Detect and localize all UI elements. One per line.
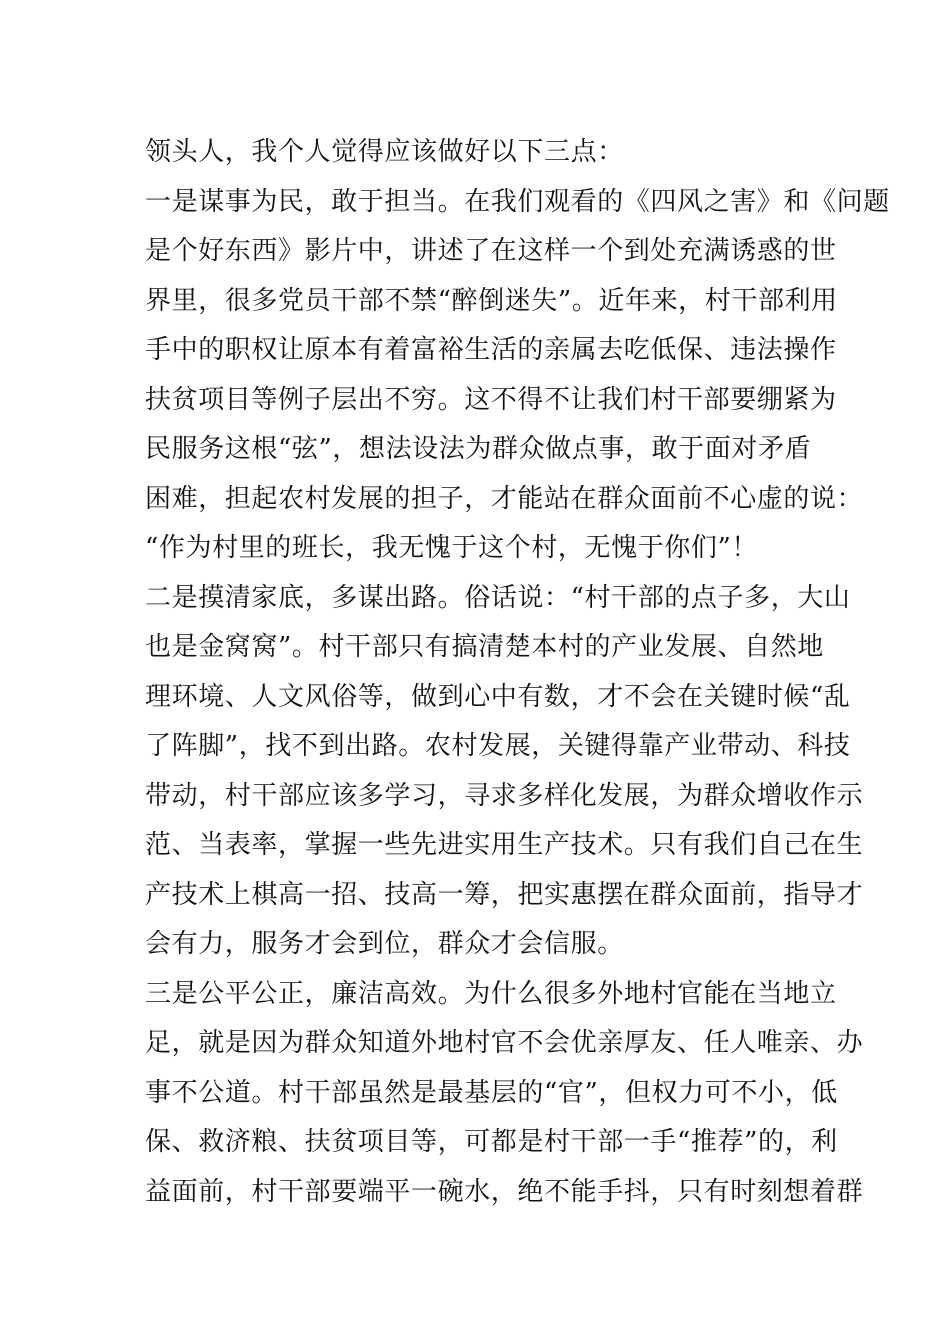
- body-text: [145, 128, 890, 1217]
- text-line: 手中的职权让原本有着富裕生活的亲属去吃低保、违法操作: [145, 335, 837, 365]
- text-line: 三是公平公正，廉洁高效。为什么很多外地村官能在当地立: [145, 978, 837, 1009]
- text-line: 是个好东西》影片中，讲述了在这样一个到处充满诱惑的世: [145, 236, 837, 266]
- text-line: 界里，很多党员干部不禁“醉倒迷失”。近年来，村干部利用: [145, 285, 838, 316]
- text-line: 也是金窝窝”。村干部只有搞清楚本村的产业发展、自然地: [145, 632, 824, 662]
- text-line: 带动，村干部应该多学习，寻求多样化发展，为群众增收作示: [145, 780, 864, 811]
- text-line: 益面前，村干部要端平一碗水，绝不能手抖，只有时刻想着群: [145, 1176, 864, 1207]
- text-line: 困难，担起农村发展的担子，才能站在群众面前不心虚的说：: [145, 483, 864, 514]
- text-line: 二是摸清家底，多谋出路。俗话说：“村干部的点子多，大山: [145, 582, 851, 613]
- text-line: 事不公道。村干部虽然是最基层的“官”，但权力可不小，低: [145, 1077, 838, 1108]
- text-line: 了阵脚”，找不到出路。农村发展，关键得靠产业带动、科技: [145, 731, 851, 761]
- text-line: “作为村里的班长，我无愧于这个村，无愧于你们”！: [145, 533, 758, 563]
- text-line: 一是谋事为民，敢于担当。在我们观看的《四风之害》和《问题: [145, 186, 890, 217]
- text-line: 扶贫项目等例子层出不穷。这不得不让我们村干部要绷紧为: [145, 384, 837, 415]
- text-line: 产技术上棋高一招、技高一筹，把实惠摆在群众面前，指导才: [145, 879, 864, 910]
- text-line: 足，就是因为群众知道外地村官不会优亲厚友、任人唯亲、办: [145, 1028, 864, 1058]
- text-line: 理环境、人文风俗等，做到心中有数，才不会在关键时候“乱: [145, 681, 851, 712]
- text-line: 会有力，服务才会到位，群众才会信服。: [145, 929, 624, 959]
- text-line: 领头人，我个人觉得应该做好以下三点：: [145, 137, 624, 167]
- text-line: 范、当表率，掌握一些先进实用生产技术。只有我们自己在生: [145, 830, 864, 860]
- text-line: 保、救济粮、扶贫项目等，可都是村干部一手“推荐”的，利: [145, 1127, 838, 1157]
- text-line: 民服务这根“弦”，想法设法为群众做点事，敢于面对矛盾: [145, 434, 812, 464]
